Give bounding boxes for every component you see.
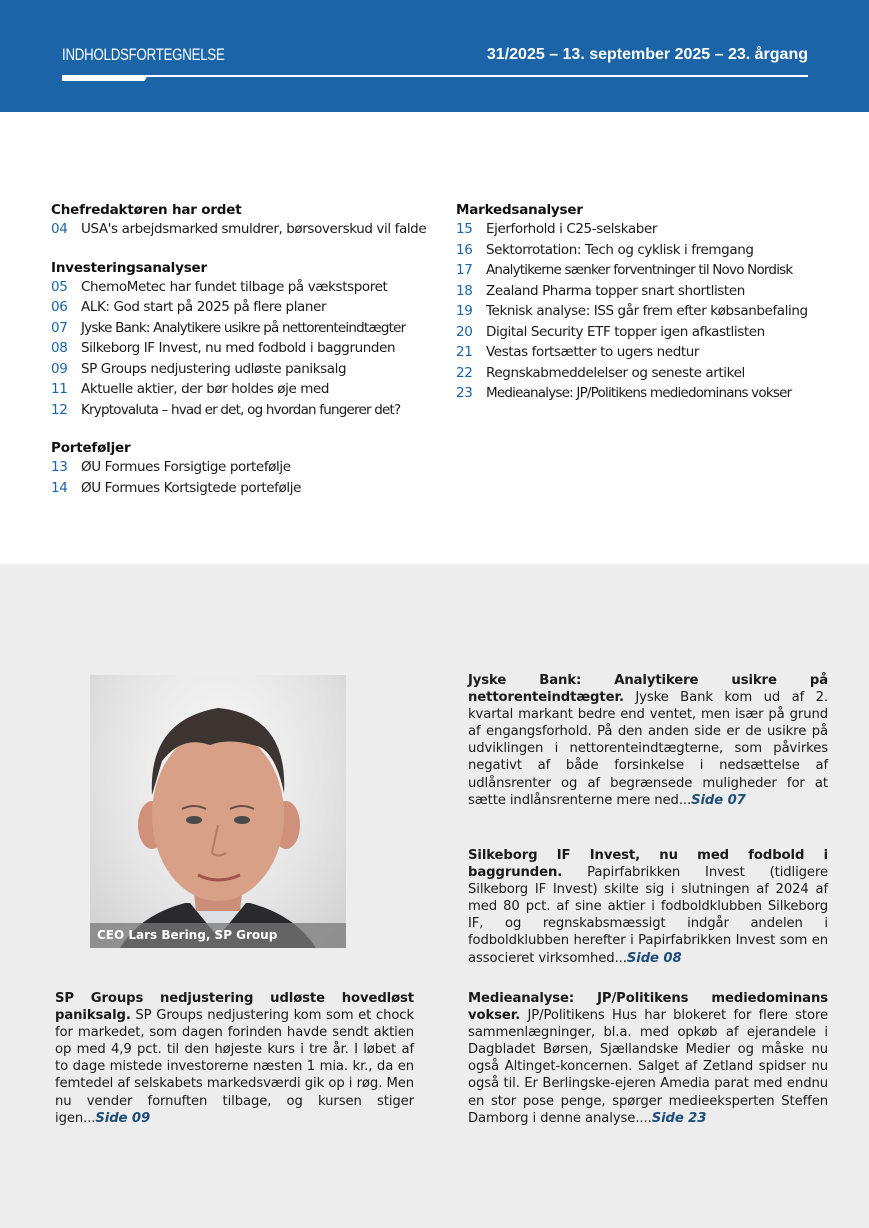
- toc-item[interactable]: [51, 379, 451, 400]
- toc-item[interactable]: [51, 277, 451, 298]
- toc-page-number: 22: [456, 364, 473, 381]
- toc-page-number: 14: [51, 479, 68, 496]
- toc-page-number: 12: [51, 401, 68, 418]
- page-header: [0, 0, 869, 112]
- toc-title: Medieanalyse: JP/Politikens mediedominans vokser: [486, 385, 792, 401]
- toc-item[interactable]: [51, 457, 451, 478]
- teaser-ellipsis: ....: [635, 1110, 652, 1126]
- toc-section-investeringsanalyser: [51, 260, 451, 421]
- toc-item[interactable]: [51, 338, 451, 359]
- toc-item[interactable]: [51, 318, 451, 339]
- toc-item[interactable]: [456, 301, 856, 322]
- teaser-sp-group[interactable]: [55, 990, 414, 1127]
- ceo-photo: [90, 675, 346, 948]
- toc-item[interactable]: [51, 478, 451, 499]
- toc-item[interactable]: [456, 383, 856, 404]
- photo-caption: CEO Lars Bering, SP Group: [90, 923, 346, 948]
- teaser-medieanalyse[interactable]: [468, 990, 828, 1127]
- toc-title: Analytikerne sænker forventninger til Novo Nordisk: [486, 262, 793, 278]
- toc-item[interactable]: [51, 359, 451, 380]
- toc-title: Vestas fortsætter to ugers nedtur: [486, 344, 700, 360]
- toc-title: ChemoMetec har fundet tilbage på vækstsporet: [81, 278, 388, 295]
- toc-title: ØU Formues Kortsigtede portefølje: [81, 479, 301, 496]
- teaser-headline: Medieanalyse: JP/Politikens mediedominans vokser.: [468, 991, 828, 1024]
- toc-item[interactable]: [456, 219, 856, 240]
- teaser-ellipsis: ...: [678, 792, 692, 808]
- toc-heading: Investeringsanalyser: [51, 259, 207, 276]
- teaser-jyske-bank[interactable]: [468, 672, 828, 809]
- toc-title: Kryptovaluta – hvad er det, og hvordan fungerer det?: [81, 401, 401, 418]
- toc-page-number: 20: [456, 323, 473, 340]
- issue-info: 31/2025 – 13. september 2025 – 23. årgang: [486, 46, 808, 63]
- toc-heading: Markedsanalyser: [456, 202, 583, 218]
- toc-item[interactable]: [456, 322, 856, 343]
- toc-section-portefoeljer: [51, 440, 451, 498]
- toc-page-number: 07: [51, 319, 68, 336]
- toc-page-number: 15: [456, 221, 473, 237]
- toc-title: Ejerforhold i C25-selskaber: [486, 221, 658, 237]
- toc-title: Digital Security ETF topper igen afkastlisten: [486, 323, 765, 340]
- toc-left-column: [51, 202, 451, 518]
- toc-page-number: 18: [456, 282, 473, 299]
- header-rule-accent: [62, 75, 148, 81]
- toc-page-number: 08: [51, 340, 68, 356]
- toc-item[interactable]: [51, 219, 451, 240]
- page-title: INDHOLDSFORTEGNELSE: [62, 45, 225, 64]
- toc-page-number: 17: [456, 262, 473, 278]
- toc-title: Jyske Bank: Analytikere usikre på nettorenteindtægter: [81, 319, 406, 336]
- teaser-silkeborg[interactable]: [468, 847, 828, 967]
- toc-item[interactable]: [51, 400, 451, 421]
- page-reference-link[interactable]: Side 23: [651, 1110, 707, 1126]
- toc-title: Zealand Pharma topper snart shortlisten: [486, 282, 745, 299]
- toc-item[interactable]: [456, 240, 856, 261]
- toc-page-number: 11: [51, 381, 68, 397]
- teaser-body: SP Groups nedjustering kom som et chock for markedet, som dagen forinden havde sendt aktien op med 4,9 pct. til den højeste kurs i tre år. I løbet af to dage mistede investorerne næsten 1 mia. kr., da en femtedel af selskabets markedsværdi gik op i røg. Men nu vender fornuften tilbage, og kursen stiger igen: [55, 1008, 414, 1126]
- toc-page-number: 06: [51, 299, 68, 315]
- page-reference-link[interactable]: Side 09: [95, 1110, 151, 1126]
- toc-section-chefredaktoeren: [51, 202, 451, 240]
- toc-title: Regnskabmeddelelser og seneste artikel: [486, 364, 745, 381]
- toc-item[interactable]: [456, 342, 856, 363]
- teaser-body: Jyske Bank kom ud af 2. kvartal markant bedre end ventet, men især på grund af engangsforhold. På den anden side er de usikre på udviklingen i nettorenteindtægterne, som påvirkes negativt af både forsinkelse i nedsættelse af udlånsrenter og af begrænsede muligheder for at sætte indlånsrenterne mere ned: [468, 690, 828, 808]
- toc-title: Aktuelle aktier, der bør holdes øje med: [81, 381, 330, 397]
- teaser-ellipsis: ...: [83, 1110, 96, 1126]
- portrait-icon: [90, 675, 346, 948]
- header-rule: [62, 75, 808, 77]
- teaser-body: JP/Politikens Hus har blokeret for flere store sammenlægninger, bl.a. med opkøb af ejerandele i Dagbladet Børsen, Sjællandske Medier og måske nu også Altinget-koncernen. Salget af Zetland spidser nu også til. Er Berlingske-ejeren Amedia parat med endnu en stor pose penge, spørger medieeksperten Steffen Damborg i denne analyse: [468, 1008, 828, 1126]
- teaser-headline: Silkeborg IF Invest, nu med fodbold i baggrunden.: [468, 848, 828, 881]
- toc-page-number: 09: [51, 360, 68, 377]
- toc-item[interactable]: [51, 297, 451, 318]
- toc-title: USA's arbejdsmarked smuldrer, børsoverskud vil falde: [81, 221, 427, 237]
- toc-item[interactable]: [456, 281, 856, 302]
- toc-title: Teknisk analyse: ISS går frem efter købsanbefaling: [486, 303, 808, 319]
- toc-title: Silkeborg IF Invest, nu med fodbold i baggrunden: [81, 340, 396, 356]
- teaser-body: Papirfabrikken Invest (tidligere Silkeborg IF Invest) skilte sig i slutningen af 2024 af med 80 pct. af sine aktier i fodboldklubben Silkeborg IF, og regnskabsmæssigt indgår andelen i fodboldklubben herefter i Papirfabrikken Invest som en associeret virksomhed: [468, 865, 828, 966]
- toc-title: SP Groups nedjustering udløste paniksalg: [81, 360, 347, 377]
- page-reference-link[interactable]: Side 07: [691, 792, 746, 808]
- toc-page-number: 16: [456, 241, 473, 258]
- toc-page-number: 04: [51, 221, 68, 237]
- teaser-ellipsis: ...: [614, 950, 627, 966]
- toc-item[interactable]: [456, 260, 856, 281]
- toc-section-markedsanalyser: [456, 202, 856, 404]
- teaser-headline: Jyske Bank: Analytikere usikre på nettorenteindtægter.: [468, 673, 828, 706]
- toc-page-number: 21: [456, 344, 473, 360]
- toc-title: Sektorrotation: Tech og cyklisk i fremgang: [486, 241, 754, 258]
- toc-heading: Porteføljer: [51, 440, 131, 456]
- toc-page-number: 05: [51, 278, 68, 295]
- toc-page-number: 13: [51, 459, 68, 475]
- page-reference-link[interactable]: Side 08: [626, 950, 682, 966]
- toc-item[interactable]: [456, 363, 856, 384]
- toc-page-number: 19: [456, 303, 473, 319]
- toc-page-number: 23: [456, 385, 473, 401]
- toc-title: ALK: God start på 2025 på flere planer: [81, 299, 327, 315]
- teaser-headline: SP Groups nedjustering udløste hovedløst paniksalg.: [55, 991, 414, 1024]
- toc-heading: Chefredaktøren har ordet: [51, 202, 242, 218]
- toc-right-column: [456, 202, 856, 424]
- toc-title: ØU Formues Forsigtige portefølje: [81, 459, 291, 475]
